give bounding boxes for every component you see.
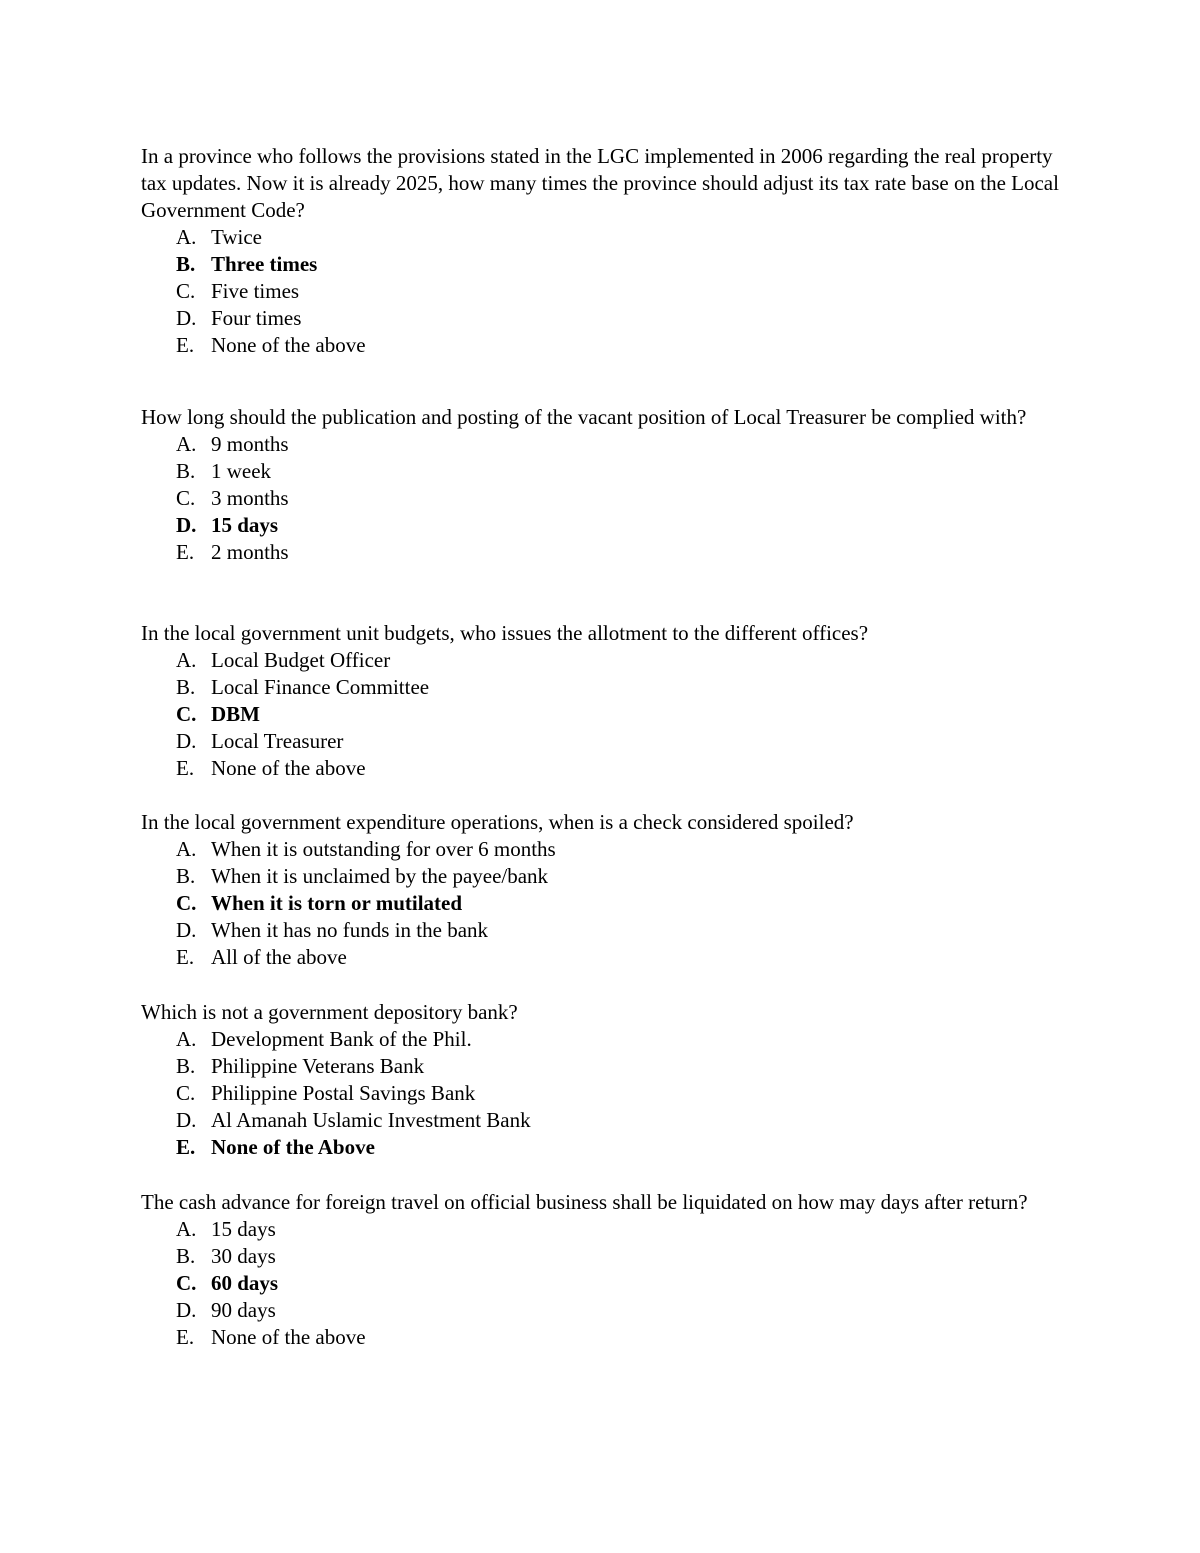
option-letter: D. <box>176 1298 197 1322</box>
question-6 <box>141 1189 1071 1351</box>
option-a <box>176 1216 1071 1243</box>
option-letter: C. <box>176 1081 196 1105</box>
option-letter: D. <box>176 729 197 753</box>
question-3 <box>141 620 1071 782</box>
option-c <box>176 278 1071 305</box>
question-text: How long should the publication and posting of the vacant position of Local Treasurer be complied with? <box>141 405 1027 429</box>
option-letter: D. <box>176 513 197 537</box>
option-text: None of the above <box>211 1325 366 1349</box>
option-text: 30 days <box>211 1244 276 1268</box>
option-letter: D. <box>176 1108 197 1132</box>
option-b <box>176 1243 1071 1270</box>
option-d-answer <box>176 512 1071 539</box>
option-text: Al Amanah Uslamic Investment Bank <box>211 1108 531 1132</box>
option-e-answer <box>176 1134 1071 1161</box>
question-text: In a province who follows the provisions stated in the LGC implemented in 2006 regarding the real property tax updates. Now it is already 2025, how many times the province should adjust its tax rate base on the Local Government Code? <box>141 144 1059 222</box>
option-letter: B. <box>176 252 196 276</box>
option-d <box>176 728 1071 755</box>
option-letter: B. <box>176 675 196 699</box>
option-text: Local Budget Officer <box>211 648 391 672</box>
option-b <box>176 1053 1071 1080</box>
option-d <box>176 917 1071 944</box>
option-letter: E. <box>176 945 195 969</box>
option-a <box>176 647 1071 674</box>
option-a <box>176 836 1071 863</box>
option-letter: E. <box>176 540 195 564</box>
option-e <box>176 755 1071 782</box>
option-a <box>176 1026 1071 1053</box>
option-b <box>176 458 1071 485</box>
option-a <box>176 224 1071 251</box>
option-text: When it has no funds in the bank <box>211 918 489 942</box>
question-2 <box>141 404 1071 566</box>
option-list <box>141 647 1071 782</box>
question-4 <box>141 809 1071 971</box>
option-list <box>141 431 1071 566</box>
option-a <box>176 431 1071 458</box>
option-text: DBM <box>211 702 260 726</box>
option-letter: D. <box>176 306 197 330</box>
option-text: Local Finance Committee <box>211 675 430 699</box>
option-letter: C. <box>176 702 197 726</box>
option-letter: C. <box>176 486 196 510</box>
option-text: Twice <box>211 225 263 249</box>
option-text: Three times <box>211 252 318 276</box>
option-letter: A. <box>176 1217 197 1241</box>
question-text: In the local government expenditure operations, when is a check considered spoiled? <box>141 810 854 834</box>
option-text: Local Treasurer <box>211 729 344 753</box>
option-b <box>176 863 1071 890</box>
option-text: Development Bank of the Phil. <box>211 1027 472 1051</box>
option-text: 60 days <box>211 1271 279 1295</box>
option-letter: A. <box>176 432 197 456</box>
option-text: All of the above <box>211 945 347 969</box>
question-text: The cash advance for foreign travel on official business shall be liquidated on how may days after return? <box>141 1190 1028 1214</box>
option-list <box>141 836 1071 971</box>
option-letter: A. <box>176 1027 197 1051</box>
option-letter: E. <box>176 333 195 357</box>
option-text: None of the Above <box>211 1135 375 1159</box>
option-c <box>176 1080 1071 1107</box>
option-letter: A. <box>176 648 197 672</box>
option-text: 2 months <box>211 540 289 564</box>
option-letter: A. <box>176 837 197 861</box>
option-letter: C. <box>176 1271 197 1295</box>
option-text: 15 days <box>211 513 279 537</box>
option-b <box>176 674 1071 701</box>
option-e <box>176 944 1071 971</box>
option-text: When it is unclaimed by the payee/bank <box>211 864 549 888</box>
option-text: None of the above <box>211 333 366 357</box>
option-d <box>176 1297 1071 1324</box>
question-text: In the local government unit budgets, who issues the allotment to the different offices? <box>141 621 869 645</box>
option-d <box>176 305 1071 332</box>
option-letter: A. <box>176 225 197 249</box>
question-text: Which is not a government depository bank? <box>141 1000 518 1024</box>
option-text: 15 days <box>211 1217 276 1241</box>
option-text: Four times <box>211 306 302 330</box>
option-text: Philippine Veterans Bank <box>211 1054 425 1078</box>
option-text: 3 months <box>211 486 289 510</box>
option-letter: D. <box>176 918 197 942</box>
option-text: 9 months <box>211 432 289 456</box>
option-c <box>176 485 1071 512</box>
option-list <box>141 1026 1071 1161</box>
option-text: 1 week <box>211 459 272 483</box>
option-text: When it is torn or mutilated <box>211 891 463 915</box>
option-list <box>141 224 1071 359</box>
option-e <box>176 332 1071 359</box>
option-e <box>176 539 1071 566</box>
option-text: Philippine Postal Savings Bank <box>211 1081 476 1105</box>
question-5 <box>141 999 1071 1161</box>
option-b-answer <box>176 251 1071 278</box>
option-letter: B. <box>176 864 196 888</box>
option-letter: E. <box>176 756 195 780</box>
option-c-answer <box>176 890 1071 917</box>
option-letter: E. <box>176 1135 196 1159</box>
question-1 <box>141 143 1071 359</box>
option-e <box>176 1324 1071 1351</box>
option-letter: B. <box>176 459 196 483</box>
option-letter: B. <box>176 1054 196 1078</box>
option-letter: E. <box>176 1325 195 1349</box>
option-c-answer <box>176 1270 1071 1297</box>
option-text: When it is outstanding for over 6 months <box>211 837 556 861</box>
option-text: None of the above <box>211 756 366 780</box>
option-letter: B. <box>176 1244 196 1268</box>
option-letter: C. <box>176 891 197 915</box>
option-text: Five times <box>211 279 300 303</box>
option-list <box>141 1216 1071 1351</box>
option-d <box>176 1107 1071 1134</box>
option-c-answer <box>176 701 1071 728</box>
option-text: 90 days <box>211 1298 276 1322</box>
option-letter: C. <box>176 279 196 303</box>
